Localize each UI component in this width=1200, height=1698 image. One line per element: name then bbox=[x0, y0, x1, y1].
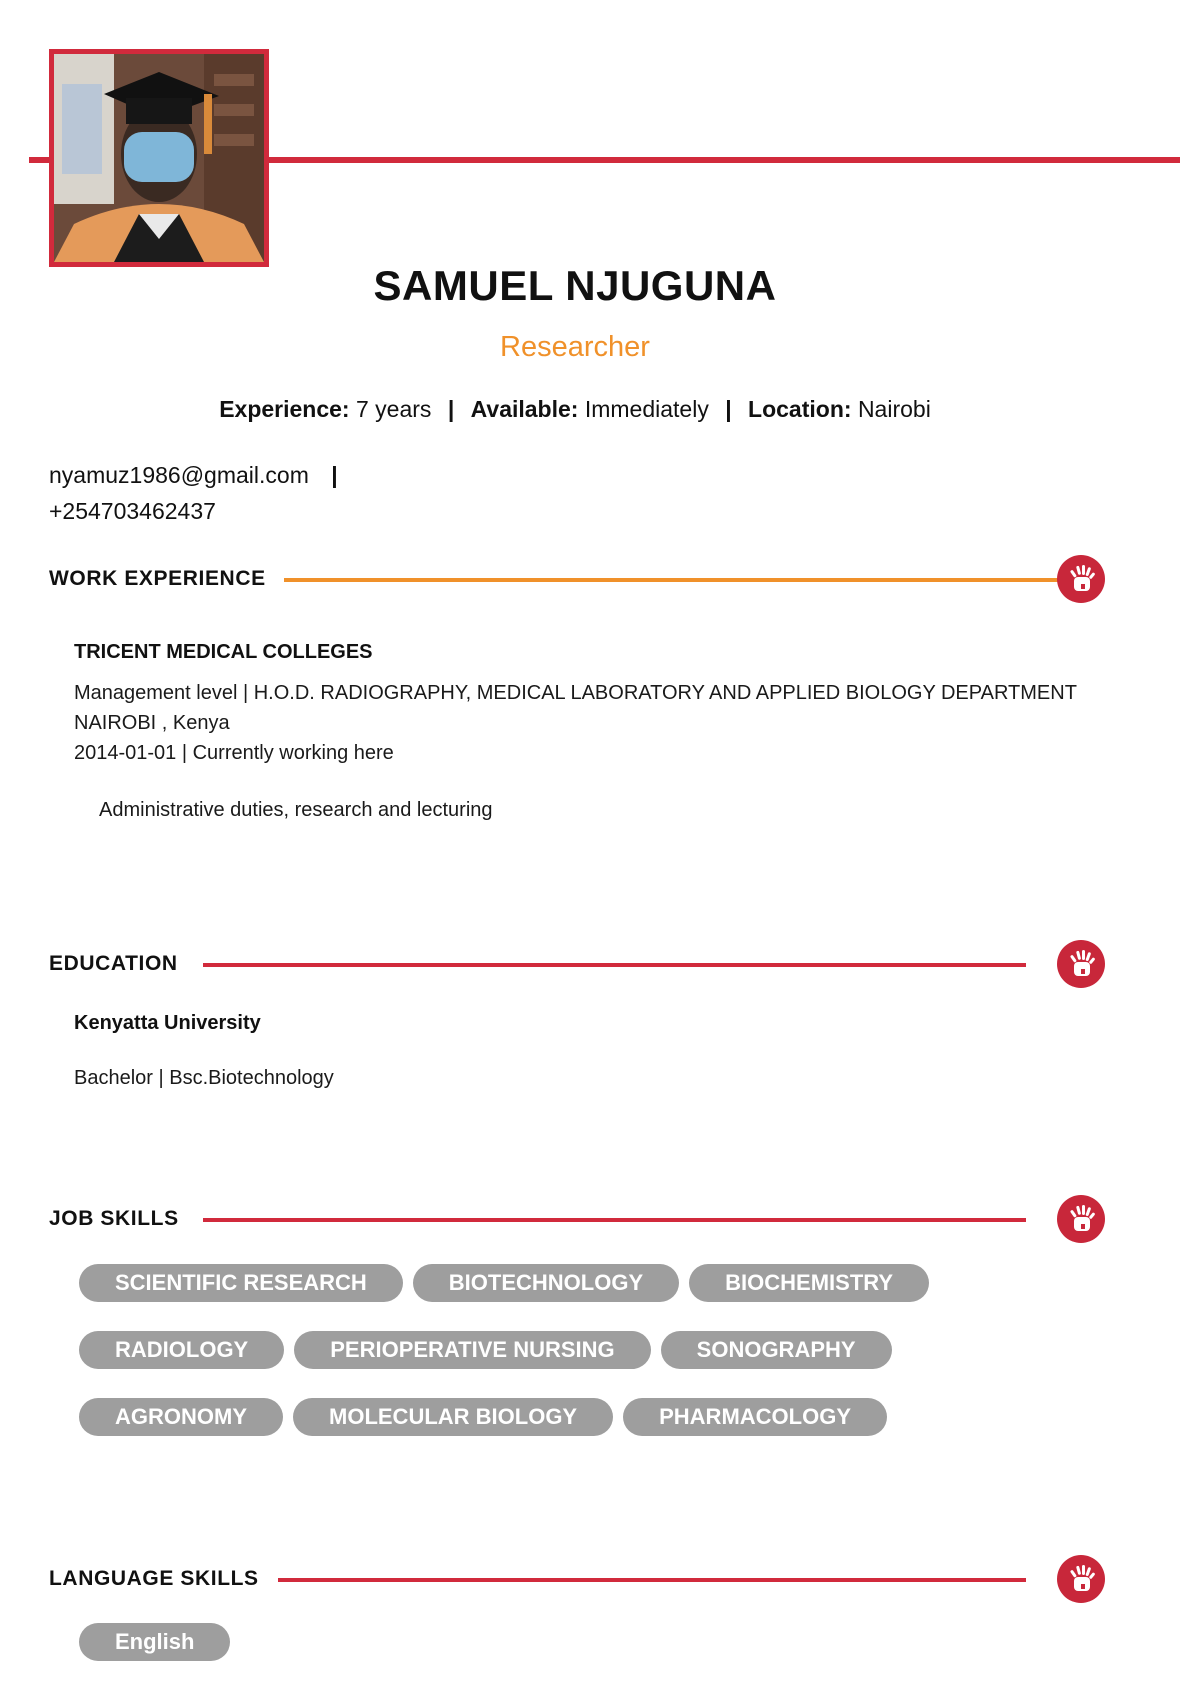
graduate-portrait-icon bbox=[54, 54, 264, 262]
language-row bbox=[79, 1623, 230, 1661]
skill-tag: RADIOLOGY bbox=[79, 1331, 284, 1369]
job-skills-heading bbox=[49, 1195, 1109, 1245]
contact-separator: | bbox=[331, 462, 338, 488]
skills-row bbox=[79, 1331, 892, 1369]
section-title: WORK EXPERIENCE bbox=[49, 567, 266, 590]
section-title: EDUCATION bbox=[49, 952, 178, 975]
degree: Bachelor | Bsc.Biotechnology bbox=[74, 1067, 334, 1089]
phone-link[interactable]: +254703462437 bbox=[49, 498, 216, 524]
candidate-name: SAMUEL NJUGUNA bbox=[373, 262, 777, 309]
candidate-job-title: Researcher bbox=[500, 331, 650, 363]
contact-block bbox=[49, 457, 338, 529]
section-rule bbox=[284, 578, 1059, 582]
skills-row bbox=[79, 1398, 887, 1436]
candidate-summary-line bbox=[0, 396, 1150, 423]
hand-fist-icon bbox=[1057, 1195, 1105, 1243]
skill-tag: SCIENTIFIC RESEARCH bbox=[79, 1264, 403, 1302]
hand-fist-icon bbox=[1057, 1555, 1105, 1603]
work-experience-heading bbox=[49, 555, 1109, 605]
availability-label: Available: bbox=[470, 396, 579, 422]
job-location: NAIROBI , Kenya bbox=[74, 712, 230, 734]
section-rule bbox=[278, 1578, 1026, 1582]
summary-separator: | bbox=[725, 396, 732, 422]
employer-name: TRICENT MEDICAL COLLEGES bbox=[74, 641, 373, 663]
summary-separator: | bbox=[447, 396, 455, 422]
skill-tag: SONOGRAPHY bbox=[661, 1331, 892, 1369]
availability-value: Immediately bbox=[584, 396, 709, 422]
location-value: Nairobi bbox=[857, 396, 931, 422]
language-tag: English bbox=[79, 1623, 230, 1661]
section-title: JOB SKILLS bbox=[49, 1207, 179, 1230]
skill-tag: PERIOPERATIVE NURSING bbox=[294, 1331, 650, 1369]
location-label: Location: bbox=[748, 396, 852, 422]
job-dates: 2014-01-01 | Currently working here bbox=[74, 742, 394, 764]
section-title: LANGUAGE SKILLS bbox=[49, 1567, 259, 1590]
email-link[interactable]: nyamuz1986@gmail.com bbox=[49, 462, 309, 488]
skill-tag: BIOCHEMISTRY bbox=[689, 1264, 929, 1302]
job-role: Management level | H.O.D. RADIOGRAPHY, MEDICAL LABORATORY AND APPLIED BIOLOGY DEPARTMENT bbox=[74, 682, 1077, 704]
skills-row bbox=[79, 1264, 929, 1302]
school-name: Kenyatta University bbox=[74, 1012, 261, 1034]
skill-tag: MOLECULAR BIOLOGY bbox=[293, 1398, 613, 1436]
hand-fist-icon bbox=[1057, 940, 1105, 988]
skill-tag: AGRONOMY bbox=[79, 1398, 283, 1436]
section-rule bbox=[203, 963, 1026, 967]
language-skills-heading bbox=[49, 1555, 1109, 1605]
experience-label: Experience: bbox=[219, 396, 350, 422]
skill-tag: BIOTECHNOLOGY bbox=[413, 1264, 679, 1302]
education-heading bbox=[49, 940, 1109, 990]
job-description: Administrative duties, research and lecturing bbox=[99, 799, 493, 821]
skill-tag: PHARMACOLOGY bbox=[623, 1398, 887, 1436]
profile-photo bbox=[49, 49, 269, 267]
section-rule bbox=[203, 1218, 1026, 1222]
hand-fist-icon bbox=[1057, 555, 1105, 603]
experience-value: 7 years bbox=[355, 396, 432, 422]
